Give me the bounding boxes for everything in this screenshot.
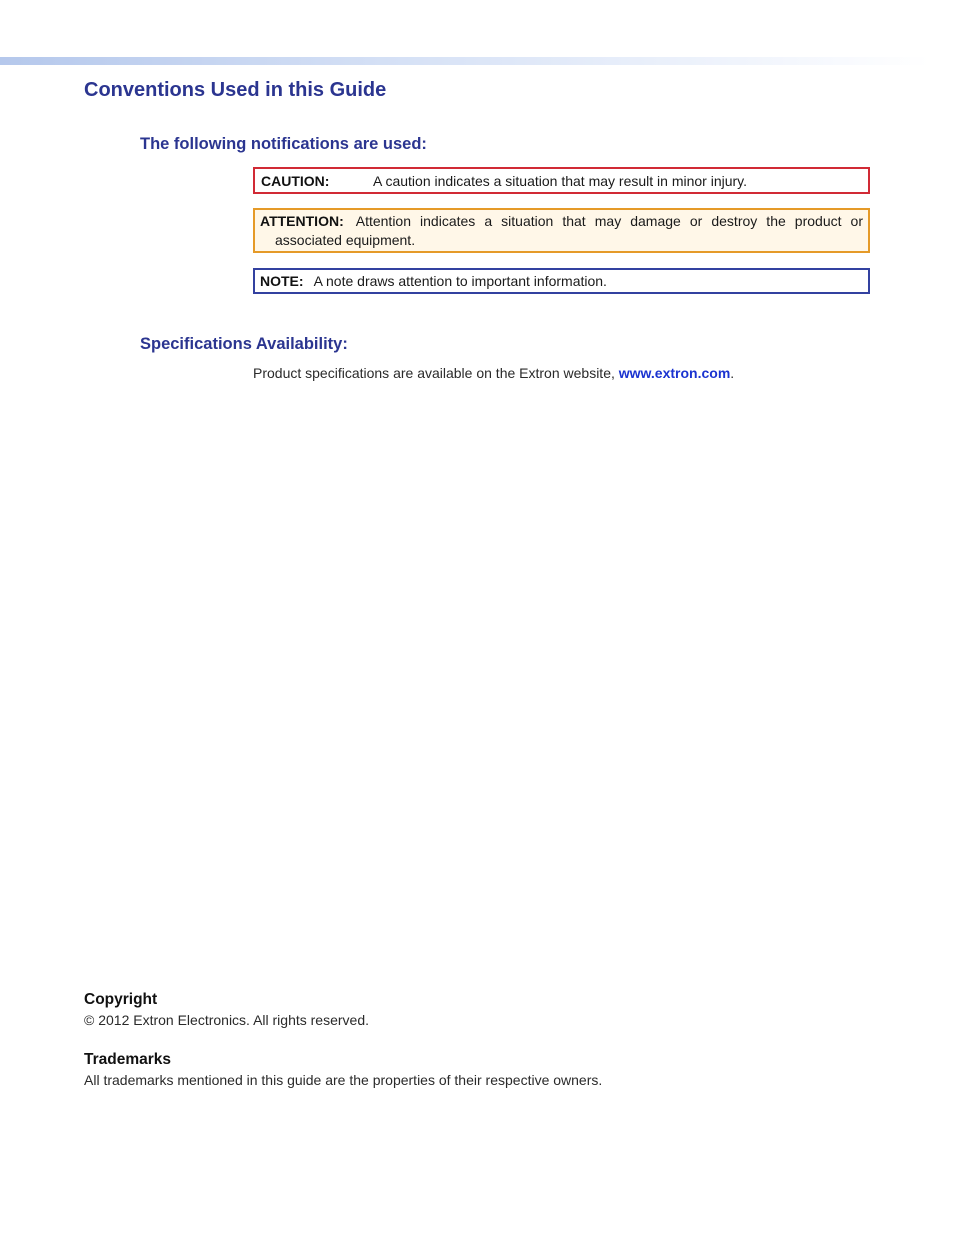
caution-text: A caution indicates a situation that may result in minor injury. [373, 173, 748, 189]
note-text: A note draws attention to important information. [313, 273, 607, 289]
caution-notice [253, 167, 870, 194]
specifications-text [253, 365, 734, 381]
note-notice [253, 268, 870, 294]
header-gradient-bar [0, 57, 930, 65]
notifications-heading: The following notifications are used: [140, 135, 427, 153]
extron-website-link[interactable]: www.extron.com [618, 365, 731, 381]
specifications-heading: Specifications Availability: [140, 335, 348, 353]
attention-notice [253, 208, 870, 253]
specifications-sentence: Product specifications are available on the Extron website, [253, 365, 619, 381]
caution-label: CAUTION: [261, 173, 330, 189]
trademarks-text: All trademarks mentioned in this guide are the properties of their respective owners. [84, 1072, 603, 1088]
copyright-heading: Copyright [84, 991, 158, 1008]
trademarks-heading: Trademarks [84, 1051, 172, 1068]
attention-label: ATTENTION: [260, 213, 344, 229]
attention-text: Attention indicates a situation that may damage or destroy the product or associated equipment. [275, 213, 863, 248]
copyright-text: © 2012 Extron Electronics. All rights reserved. [84, 1012, 369, 1028]
specifications-period: . [730, 365, 735, 381]
page-title: Conventions Used in this Guide [84, 79, 387, 101]
note-label: NOTE: [260, 273, 304, 289]
